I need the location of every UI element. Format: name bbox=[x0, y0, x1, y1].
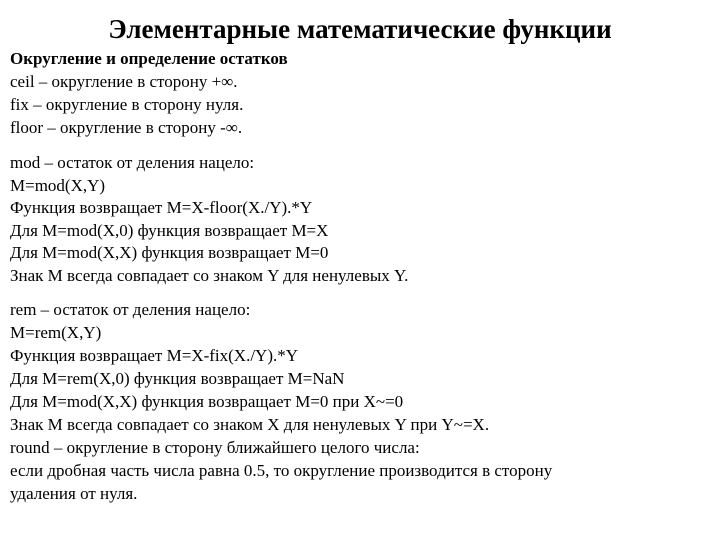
rem-syntax-line: M=rem(X,Y) bbox=[10, 323, 102, 342]
mod-zero-case-line: Для M=mod(X,0) функция возвращает M=X bbox=[10, 220, 329, 240]
rem-equal-case-line: Для M=mod(X,X) функция возвращает M=0 при X~=0 bbox=[10, 392, 404, 411]
rem-zero-case-line: Для M=rem(X,0) функция возвращает M=NaN bbox=[10, 369, 345, 388]
rem-sign-line: Знак M всегда совпадает со знаком X для ненулевых Y при Y~=X. bbox=[10, 415, 490, 434]
fix-line: fix – округление в сторону нуля. bbox=[10, 95, 244, 114]
ceil-line: ceil – округление в сторону +∞. bbox=[10, 72, 238, 91]
section-heading: Округление и определение остатков bbox=[10, 49, 288, 68]
rounding-functions-block bbox=[10, 70, 715, 139]
round-rule-line: если дробная часть числа равна 0.5, то округление производится в сторону bbox=[10, 461, 553, 480]
mod-equal-case-line: Для M=mod(X,X) функция возвращает M=0 bbox=[10, 243, 329, 263]
rem-formula-line: Функция возвращает M=X-fix(X./Y).*Y bbox=[10, 346, 299, 365]
round-rule-continuation-line: удаления от нуля. bbox=[10, 484, 138, 503]
floor-line: floor – округление в сторону -∞. bbox=[10, 118, 243, 137]
mod-syntax-line: M=mod(X,Y) bbox=[10, 175, 106, 195]
mod-function-block bbox=[10, 152, 715, 288]
rem-definition-line: rem – остаток от деления нацело: bbox=[10, 300, 251, 319]
mod-formula-line: Функция возвращает M=X-floor(X./Y).*Y bbox=[10, 198, 313, 218]
round-definition-line: round – округление в сторону ближайшего целого числа: bbox=[10, 438, 420, 457]
rem-round-block bbox=[10, 298, 715, 505]
mod-sign-line: Знак M всегда совпадает со знаком Y для ненулевых Y. bbox=[10, 265, 409, 285]
mod-definition-line: mod – остаток от деления нацело: bbox=[10, 153, 255, 172]
slide-title: Элементарные математические функции bbox=[108, 14, 612, 44]
